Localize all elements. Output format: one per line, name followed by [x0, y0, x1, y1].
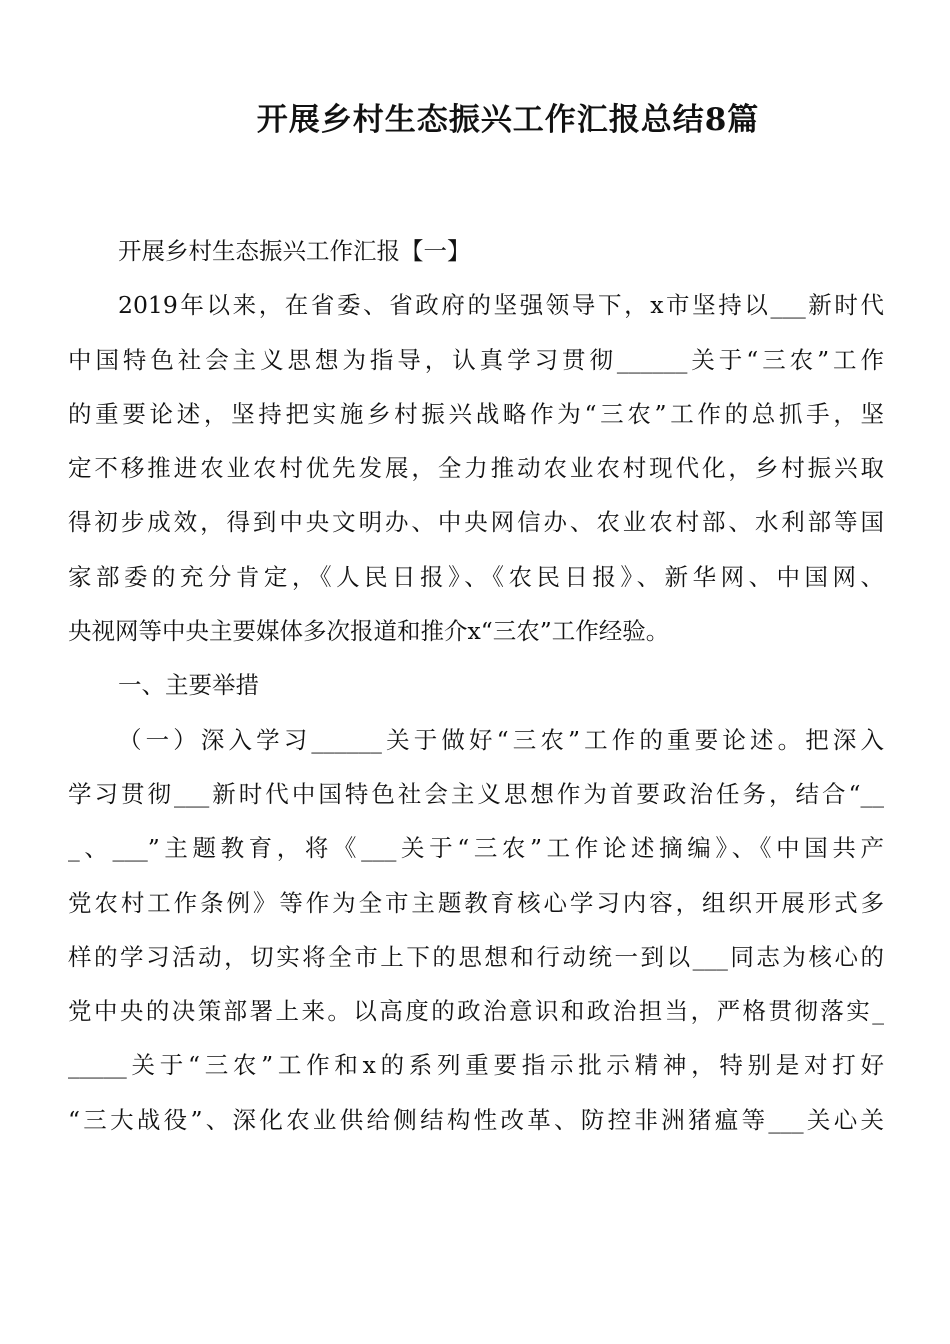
section-heading: 开展乡村生态振兴工作汇报【一】: [118, 237, 471, 265]
paragraph-line: _、___”主题教育，将《___关于“三农”工作论述摘编》、《中国共产: [68, 834, 884, 863]
document-title: 开展乡村生态振兴工作汇报总结8篇: [256, 102, 760, 138]
paragraph-line: 家部委的充分肯定，《人民日报》、《农民日报》、新华网、中国网、: [68, 562, 884, 591]
paragraph-line: （一）深入学习______关于做好“三农”工作的重要论述。把深入: [118, 725, 884, 754]
paragraph-line: 的重要论述，坚持把实施乡村振兴战略作为“三农”工作的总抓手，坚: [68, 399, 884, 428]
subsection-heading: 一、主要举措: [118, 671, 259, 700]
paragraph-line: 中国特色社会主义思想为指导，认真学习贯彻______关于“三农”工作: [68, 345, 884, 374]
paragraph-line: _____关于“三农”工作和x的系列重要指示批示精神，特别是对打好: [68, 1051, 884, 1080]
paragraph-line: 学习贯彻___新时代中国特色社会主义思想作为首要政治任务，结合“__: [68, 779, 884, 808]
paragraph-line: 党中央的决策部署上来。以高度的政治意识和政治担当，严格贯彻落实_: [68, 997, 884, 1026]
paragraph-line: 样的学习活动，切实将全市上下的思想和行动统一到以___同志为核心的: [68, 942, 884, 971]
paragraph-line: 央视网等中央主要媒体多次报道和推介x“三农”工作经验。: [68, 617, 670, 646]
paragraph-line: 定不移推进农业农村优先发展，全力推动农业农村现代化，乡村振兴取: [68, 454, 884, 483]
paragraph-line: 得初步成效，得到中央文明办、中央网信办、农业农村部、水利部等国: [68, 508, 884, 537]
paragraph-line: 党农村工作条例》等作为全市主题教育核心学习内容，组织开展形式多: [68, 888, 884, 917]
document-body: [68, 224, 884, 1147]
paragraph-line: 2019年以来，在省委、省政府的坚强领导下，x市坚持以___新时代: [118, 291, 884, 320]
paragraph-line: “三大战役”、深化农业供给侧结构性改革、防控非洲猪瘟等___关心关: [68, 1105, 884, 1134]
